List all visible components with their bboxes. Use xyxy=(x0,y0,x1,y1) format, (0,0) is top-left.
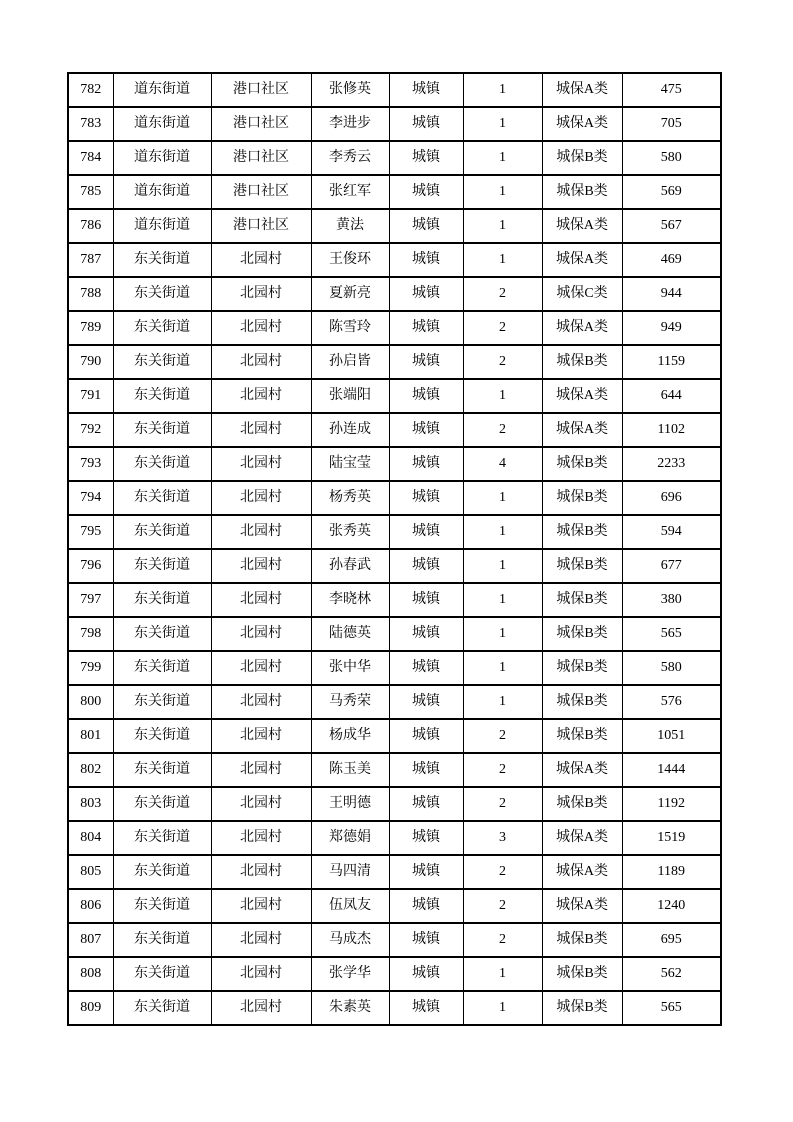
table-cell: 677 xyxy=(622,549,721,583)
table-cell: 562 xyxy=(622,957,721,991)
table-cell: 北园村 xyxy=(211,787,311,821)
table-cell: 806 xyxy=(68,889,113,923)
table-cell: 道东街道 xyxy=(113,175,211,209)
table-cell: 港口社区 xyxy=(211,73,311,107)
table-cell: 张修英 xyxy=(311,73,389,107)
table-cell: 北园村 xyxy=(211,583,311,617)
table-cell: 东关街道 xyxy=(113,549,211,583)
table-cell: 城镇 xyxy=(389,719,463,753)
table-row xyxy=(68,583,721,617)
table-cell: 城镇 xyxy=(389,379,463,413)
table-cell: 张端阳 xyxy=(311,379,389,413)
table-cell: 944 xyxy=(622,277,721,311)
table-row xyxy=(68,549,721,583)
table-cell: 东关街道 xyxy=(113,277,211,311)
table-cell: 城保B类 xyxy=(542,617,622,651)
table-cell: 东关街道 xyxy=(113,481,211,515)
table-cell: 东关街道 xyxy=(113,651,211,685)
table-cell: 北园村 xyxy=(211,617,311,651)
table-row xyxy=(68,855,721,889)
table-cell: 803 xyxy=(68,787,113,821)
table-cell: 东关街道 xyxy=(113,991,211,1025)
table-cell: 道东街道 xyxy=(113,107,211,141)
table-cell: 1 xyxy=(463,583,542,617)
table-cell: 北园村 xyxy=(211,651,311,685)
table-cell: 791 xyxy=(68,379,113,413)
table-cell: 北园村 xyxy=(211,481,311,515)
table-cell: 1 xyxy=(463,617,542,651)
table-cell: 马成杰 xyxy=(311,923,389,957)
table-cell: 1 xyxy=(463,73,542,107)
table-cell: 城保B类 xyxy=(542,175,622,209)
table-cell: 东关街道 xyxy=(113,923,211,957)
table-cell: 1 xyxy=(463,243,542,277)
table-cell: 东关街道 xyxy=(113,379,211,413)
table-cell: 793 xyxy=(68,447,113,481)
table-cell: 城镇 xyxy=(389,481,463,515)
table-row xyxy=(68,481,721,515)
table-cell: 城镇 xyxy=(389,617,463,651)
table-cell: 城保A类 xyxy=(542,821,622,855)
table-cell: 3 xyxy=(463,821,542,855)
table-row xyxy=(68,345,721,379)
table-cell: 城保B类 xyxy=(542,481,622,515)
table-row xyxy=(68,243,721,277)
table-row xyxy=(68,787,721,821)
table-cell: 杨成华 xyxy=(311,719,389,753)
table-cell: 789 xyxy=(68,311,113,345)
table-cell: 城保B类 xyxy=(542,957,622,991)
table-cell: 城镇 xyxy=(389,107,463,141)
table-cell: 港口社区 xyxy=(211,107,311,141)
table-cell: 城保B类 xyxy=(542,447,622,481)
table-cell: 797 xyxy=(68,583,113,617)
table-cell: 788 xyxy=(68,277,113,311)
table-cell: 城保B类 xyxy=(542,651,622,685)
table-cell: 城保A类 xyxy=(542,209,622,243)
table-cell: 城镇 xyxy=(389,277,463,311)
table-cell: 张中华 xyxy=(311,651,389,685)
table-cell: 李晓林 xyxy=(311,583,389,617)
table-cell: 城镇 xyxy=(389,889,463,923)
table-cell: 城镇 xyxy=(389,583,463,617)
table-row xyxy=(68,73,721,107)
table-row xyxy=(68,107,721,141)
table-row xyxy=(68,209,721,243)
table-cell: 港口社区 xyxy=(211,209,311,243)
table-cell: 782 xyxy=(68,73,113,107)
table-cell: 城镇 xyxy=(389,821,463,855)
table-cell: 城保B类 xyxy=(542,719,622,753)
table-cell: 北园村 xyxy=(211,923,311,957)
table-row xyxy=(68,753,721,787)
table-cell: 800 xyxy=(68,685,113,719)
table-cell: 2233 xyxy=(622,447,721,481)
table-cell: 805 xyxy=(68,855,113,889)
table-cell: 北园村 xyxy=(211,719,311,753)
table-cell: 2 xyxy=(463,787,542,821)
table-cell: 城镇 xyxy=(389,413,463,447)
table-row xyxy=(68,685,721,719)
table-row xyxy=(68,379,721,413)
table-cell: 东关街道 xyxy=(113,855,211,889)
table-cell: 1 xyxy=(463,991,542,1025)
table-cell: 东关街道 xyxy=(113,515,211,549)
table-cell: 北园村 xyxy=(211,957,311,991)
table-cell: 1102 xyxy=(622,413,721,447)
table-row xyxy=(68,719,721,753)
table-cell: 李秀云 xyxy=(311,141,389,175)
table-cell: 949 xyxy=(622,311,721,345)
table-cell: 644 xyxy=(622,379,721,413)
table-cell: 杨秀英 xyxy=(311,481,389,515)
table-cell: 城保B类 xyxy=(542,787,622,821)
table-cell: 城镇 xyxy=(389,923,463,957)
table-cell: 1444 xyxy=(622,753,721,787)
table-cell: 469 xyxy=(622,243,721,277)
table-cell: 东关街道 xyxy=(113,311,211,345)
table-cell: 380 xyxy=(622,583,721,617)
table-cell: 594 xyxy=(622,515,721,549)
roster-table-body xyxy=(68,73,721,1025)
table-cell: 792 xyxy=(68,413,113,447)
table-cell: 北园村 xyxy=(211,345,311,379)
table-cell: 孙启皆 xyxy=(311,345,389,379)
table-cell: 796 xyxy=(68,549,113,583)
table-cell: 东关街道 xyxy=(113,719,211,753)
table-cell: 城保A类 xyxy=(542,753,622,787)
table-cell: 港口社区 xyxy=(211,175,311,209)
table-cell: 城镇 xyxy=(389,175,463,209)
table-cell: 城保C类 xyxy=(542,277,622,311)
table-cell: 张秀英 xyxy=(311,515,389,549)
table-cell: 陆宝莹 xyxy=(311,447,389,481)
table-cell: 795 xyxy=(68,515,113,549)
table-row xyxy=(68,821,721,855)
table-cell: 城保A类 xyxy=(542,379,622,413)
table-row xyxy=(68,311,721,345)
table-cell: 696 xyxy=(622,481,721,515)
table-cell: 东关街道 xyxy=(113,685,211,719)
table-row xyxy=(68,617,721,651)
table-cell: 城保A类 xyxy=(542,311,622,345)
table-cell: 城保B类 xyxy=(542,345,622,379)
table-cell: 北园村 xyxy=(211,379,311,413)
table-cell: 郑德娟 xyxy=(311,821,389,855)
table-cell: 城保A类 xyxy=(542,107,622,141)
table-cell: 790 xyxy=(68,345,113,379)
table-cell: 伍凤友 xyxy=(311,889,389,923)
table-cell: 1 xyxy=(463,175,542,209)
table-cell: 北园村 xyxy=(211,549,311,583)
table-cell: 1051 xyxy=(622,719,721,753)
table-cell: 城保A类 xyxy=(542,855,622,889)
roster-table xyxy=(67,72,722,1026)
table-cell: 783 xyxy=(68,107,113,141)
table-cell: 475 xyxy=(622,73,721,107)
table-cell: 李进步 xyxy=(311,107,389,141)
table-cell: 784 xyxy=(68,141,113,175)
table-cell: 马秀荣 xyxy=(311,685,389,719)
table-cell: 2 xyxy=(463,855,542,889)
table-cell: 夏新亮 xyxy=(311,277,389,311)
table-cell: 北园村 xyxy=(211,991,311,1025)
table-cell: 2 xyxy=(463,923,542,957)
table-cell: 1 xyxy=(463,107,542,141)
table-cell: 城保B类 xyxy=(542,685,622,719)
table-cell: 城保B类 xyxy=(542,141,622,175)
table-row xyxy=(68,651,721,685)
table-cell: 705 xyxy=(622,107,721,141)
table-cell: 城镇 xyxy=(389,515,463,549)
table-cell: 北园村 xyxy=(211,753,311,787)
table-row xyxy=(68,515,721,549)
table-cell: 802 xyxy=(68,753,113,787)
table-cell: 城镇 xyxy=(389,73,463,107)
table-cell: 朱素英 xyxy=(311,991,389,1025)
table-cell: 城镇 xyxy=(389,991,463,1025)
table-cell: 4 xyxy=(463,447,542,481)
table-cell: 北园村 xyxy=(211,889,311,923)
table-cell: 陈玉美 xyxy=(311,753,389,787)
table-row xyxy=(68,957,721,991)
table-cell: 809 xyxy=(68,991,113,1025)
table-cell: 城保B类 xyxy=(542,515,622,549)
table-cell: 城保A类 xyxy=(542,243,622,277)
table-row xyxy=(68,413,721,447)
table-cell: 城保A类 xyxy=(542,889,622,923)
table-cell: 2 xyxy=(463,311,542,345)
table-row xyxy=(68,889,721,923)
table-cell: 东关街道 xyxy=(113,447,211,481)
table-cell: 569 xyxy=(622,175,721,209)
table-cell: 城镇 xyxy=(389,141,463,175)
table-row xyxy=(68,991,721,1025)
table-cell: 东关街道 xyxy=(113,753,211,787)
table-cell: 城镇 xyxy=(389,345,463,379)
table-cell: 785 xyxy=(68,175,113,209)
table-cell: 1 xyxy=(463,141,542,175)
table-cell: 城保B类 xyxy=(542,923,622,957)
table-cell: 城镇 xyxy=(389,243,463,277)
table-cell: 城镇 xyxy=(389,685,463,719)
table-cell: 东关街道 xyxy=(113,957,211,991)
table-cell: 1 xyxy=(463,481,542,515)
table-cell: 北园村 xyxy=(211,311,311,345)
table-cell: 东关街道 xyxy=(113,617,211,651)
table-cell: 2 xyxy=(463,719,542,753)
table-cell: 北园村 xyxy=(211,685,311,719)
table-cell: 1 xyxy=(463,515,542,549)
table-row xyxy=(68,141,721,175)
table-row xyxy=(68,277,721,311)
table-cell: 2 xyxy=(463,753,542,787)
table-cell: 1192 xyxy=(622,787,721,821)
table-cell: 东关街道 xyxy=(113,787,211,821)
table-cell: 580 xyxy=(622,651,721,685)
table-cell: 801 xyxy=(68,719,113,753)
table-cell: 1159 xyxy=(622,345,721,379)
table-cell: 798 xyxy=(68,617,113,651)
table-cell: 北园村 xyxy=(211,855,311,889)
table-cell: 王明德 xyxy=(311,787,389,821)
table-cell: 1 xyxy=(463,379,542,413)
table-cell: 城镇 xyxy=(389,209,463,243)
table-cell: 1519 xyxy=(622,821,721,855)
table-cell: 城镇 xyxy=(389,753,463,787)
table-cell: 1 xyxy=(463,685,542,719)
table-cell: 北园村 xyxy=(211,515,311,549)
table-cell: 孙连成 xyxy=(311,413,389,447)
table-cell: 张学华 xyxy=(311,957,389,991)
table-cell: 东关街道 xyxy=(113,889,211,923)
table-cell: 道东街道 xyxy=(113,141,211,175)
table-cell: 北园村 xyxy=(211,447,311,481)
table-row xyxy=(68,175,721,209)
table-cell: 北园村 xyxy=(211,821,311,855)
table-cell: 799 xyxy=(68,651,113,685)
table-cell: 马四清 xyxy=(311,855,389,889)
table-cell: 城保A类 xyxy=(542,73,622,107)
table-cell: 城镇 xyxy=(389,855,463,889)
table-cell: 东关街道 xyxy=(113,413,211,447)
table-cell: 城镇 xyxy=(389,311,463,345)
table-cell: 1 xyxy=(463,549,542,583)
table-cell: 2 xyxy=(463,413,542,447)
table-cell: 城镇 xyxy=(389,957,463,991)
table-cell: 陈雪玲 xyxy=(311,311,389,345)
table-cell: 道东街道 xyxy=(113,209,211,243)
table-cell: 张红军 xyxy=(311,175,389,209)
table-cell: 城镇 xyxy=(389,447,463,481)
table-cell: 王俊环 xyxy=(311,243,389,277)
table-cell: 1 xyxy=(463,957,542,991)
table-cell: 807 xyxy=(68,923,113,957)
table-cell: 786 xyxy=(68,209,113,243)
table-cell: 城镇 xyxy=(389,651,463,685)
table-cell: 孙春武 xyxy=(311,549,389,583)
table-cell: 黄法 xyxy=(311,209,389,243)
table-cell: 580 xyxy=(622,141,721,175)
table-cell: 城镇 xyxy=(389,549,463,583)
table-cell: 城保B类 xyxy=(542,991,622,1025)
table-cell: 东关街道 xyxy=(113,345,211,379)
table-cell: 东关街道 xyxy=(113,243,211,277)
table-cell: 陆德英 xyxy=(311,617,389,651)
table-cell: 2 xyxy=(463,889,542,923)
table-cell: 道东街道 xyxy=(113,73,211,107)
table-cell: 北园村 xyxy=(211,277,311,311)
table-cell: 1240 xyxy=(622,889,721,923)
table-cell: 城保A类 xyxy=(542,413,622,447)
table-cell: 565 xyxy=(622,991,721,1025)
table-cell: 1 xyxy=(463,651,542,685)
table-cell: 1189 xyxy=(622,855,721,889)
table-cell: 东关街道 xyxy=(113,583,211,617)
table-cell: 1 xyxy=(463,209,542,243)
table-cell: 2 xyxy=(463,277,542,311)
table-cell: 567 xyxy=(622,209,721,243)
table-cell: 东关街道 xyxy=(113,821,211,855)
table-row xyxy=(68,447,721,481)
table-row xyxy=(68,923,721,957)
table-cell: 城镇 xyxy=(389,787,463,821)
table-cell: 北园村 xyxy=(211,243,311,277)
table-cell: 808 xyxy=(68,957,113,991)
table-cell: 565 xyxy=(622,617,721,651)
table-cell: 港口社区 xyxy=(211,141,311,175)
table-cell: 787 xyxy=(68,243,113,277)
table-cell: 北园村 xyxy=(211,413,311,447)
table-cell: 794 xyxy=(68,481,113,515)
table-cell: 695 xyxy=(622,923,721,957)
table-cell: 城保B类 xyxy=(542,549,622,583)
table-cell: 576 xyxy=(622,685,721,719)
table-cell: 2 xyxy=(463,345,542,379)
table-cell: 804 xyxy=(68,821,113,855)
table-cell: 城保B类 xyxy=(542,583,622,617)
